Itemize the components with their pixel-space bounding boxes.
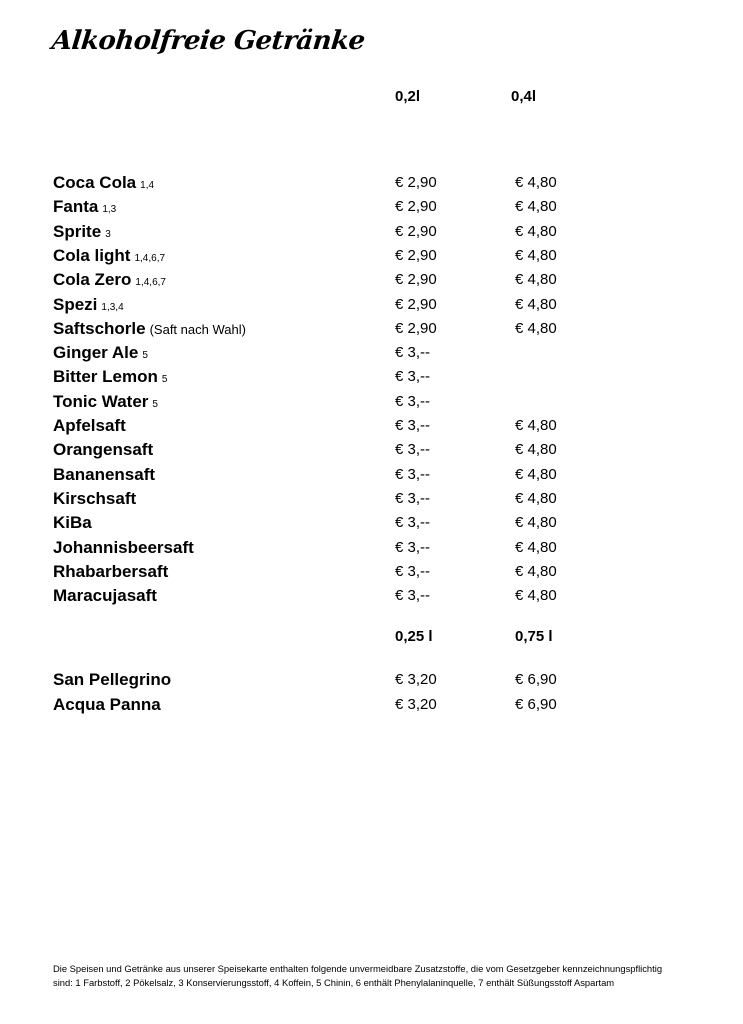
price-large: € 4,80 xyxy=(515,538,557,556)
price-small: € 3,-- xyxy=(395,587,431,605)
menu-item-row xyxy=(0,295,743,319)
price-small: € 3,-- xyxy=(395,489,431,507)
menu-item-row xyxy=(0,538,743,562)
item-name xyxy=(53,222,111,242)
item-name xyxy=(53,270,166,290)
item-additive-note: 1,3 xyxy=(102,204,117,216)
item-name xyxy=(53,343,148,363)
item-name-text: Ginger Ale xyxy=(53,343,139,363)
price-small: € 3,20 xyxy=(395,671,437,688)
price-small: € 2,90 xyxy=(395,222,437,240)
item-additive-note: 1,4,6,7 xyxy=(135,277,166,289)
size-header-3: 0,25 l xyxy=(395,628,433,645)
item-name-text: Coca Cola xyxy=(53,173,137,192)
price-small: € 3,-- xyxy=(395,465,431,483)
item-name xyxy=(53,416,126,436)
price-small: € 3,-- xyxy=(395,514,431,532)
item-name xyxy=(53,295,124,315)
price-large: € 4,80 xyxy=(515,295,557,313)
item-name-text: Rhabarbersaft xyxy=(53,561,169,581)
item-name-text: KiBa xyxy=(53,513,92,533)
price-small: € 3,-- xyxy=(395,441,431,459)
item-name-text: Cola light xyxy=(53,245,131,265)
menu-item-row xyxy=(0,246,743,270)
item-additive-note: 1,4 xyxy=(140,180,155,191)
price-small: € 2,90 xyxy=(395,246,437,264)
item-additive-note: 1,3,4 xyxy=(101,301,124,313)
item-additive-note: (Saft nach Wahl) xyxy=(149,321,246,337)
menu-item-row xyxy=(0,343,743,367)
price-small: € 3,20 xyxy=(395,695,437,713)
item-name-text: Orangensaft xyxy=(53,440,154,460)
item-name xyxy=(53,489,136,509)
item-name xyxy=(53,440,153,460)
item-name-text: Saftschorle xyxy=(53,318,146,338)
item-name xyxy=(53,562,168,582)
menu-item-row xyxy=(0,416,743,440)
item-name xyxy=(53,173,154,193)
menu-item-row xyxy=(0,392,743,416)
item-name xyxy=(53,319,246,339)
item-name xyxy=(53,695,161,715)
item-name-text: Sprite xyxy=(53,221,102,241)
price-large: € 4,80 xyxy=(515,319,557,337)
item-name-text: Bananensaft xyxy=(53,464,156,484)
price-large: € 4,80 xyxy=(515,271,557,289)
item-additive-note: 5 xyxy=(142,350,148,362)
menu-item-row xyxy=(0,197,743,221)
price-large: € 4,80 xyxy=(515,489,557,507)
price-large: € 4,80 xyxy=(515,417,557,434)
price-small: € 2,90 xyxy=(395,271,437,289)
price-small: € 3,-- xyxy=(395,562,431,580)
price-large: € 4,80 xyxy=(515,198,557,216)
menu-item-row xyxy=(0,465,743,489)
item-name-text: San Pellegrino xyxy=(53,670,172,689)
menu-item-row xyxy=(0,670,743,694)
menu-item-row xyxy=(0,440,743,464)
menu-item-row xyxy=(0,222,743,246)
item-name-text: Kirschsaft xyxy=(53,488,137,508)
item-name xyxy=(53,367,167,387)
price-small: € 2,90 xyxy=(395,198,437,216)
price-small: € 2,90 xyxy=(395,174,437,191)
item-additive-note: 5 xyxy=(152,398,158,410)
item-additive-note: 5 xyxy=(161,374,168,386)
menu-item-row xyxy=(0,367,743,391)
footnote-line-2: sind: 1 Farbstoff, 2 Pökelsalz, 3 Konservierungsstoff, 4 Koffein, 5 Chinin, 6 enthält Phenylalaninquelle, 7 enthält Süßungsstoff Aspartam xyxy=(53,977,615,988)
item-additive-note: 3 xyxy=(105,228,111,240)
item-name xyxy=(53,465,155,485)
menu-item-row xyxy=(0,513,743,537)
price-large: € 6,90 xyxy=(515,671,557,688)
size-header-2: 0,4l xyxy=(511,88,537,105)
price-large: € 4,80 xyxy=(515,465,557,483)
item-name-text: Tonic Water xyxy=(53,391,149,411)
price-small: € 2,90 xyxy=(395,319,437,337)
menu-item-row xyxy=(0,562,743,586)
item-name xyxy=(53,392,158,412)
price-large: € 4,80 xyxy=(515,222,557,240)
item-name-text: Acqua Panna xyxy=(53,694,161,714)
menu-item-row xyxy=(0,695,743,719)
page-title: Alkoholfreie Getränke xyxy=(50,26,367,56)
item-name xyxy=(53,197,116,217)
menu-item-row xyxy=(0,489,743,513)
price-large: € 4,80 xyxy=(515,562,557,580)
price-small: € 3,-- xyxy=(395,368,431,386)
footnote-line-1: Die Speisen und Getränke aus unserer Speisekarte enthalten folgende unvermeidbare Zusatzstoffe, die vom Gesetzgeber kennzeichnungspflichtig xyxy=(53,963,663,974)
item-name xyxy=(53,670,171,690)
price-small: € 3,-- xyxy=(395,538,431,556)
item-additive-note: 1,4,6,7 xyxy=(134,252,166,264)
size-header-4: 0,75 l xyxy=(515,628,553,645)
menu-item-row xyxy=(0,270,743,294)
price-large: € 4,80 xyxy=(515,514,557,532)
menu-item-row xyxy=(0,173,743,197)
price-small: € 3,-- xyxy=(395,344,431,362)
menu-item-row xyxy=(0,586,743,610)
price-large: € 4,80 xyxy=(515,246,557,264)
item-name xyxy=(53,513,92,533)
item-name-text: Bitter Lemon xyxy=(53,367,158,387)
price-small: € 2,90 xyxy=(395,295,437,313)
price-large: € 4,80 xyxy=(515,174,557,191)
item-name xyxy=(53,538,194,558)
item-name-text: Apfelsaft xyxy=(53,416,126,435)
item-name xyxy=(53,586,157,606)
price-large: € 6,90 xyxy=(515,695,557,713)
item-name xyxy=(53,246,165,266)
price-large: € 4,80 xyxy=(515,587,557,605)
price-small: € 3,-- xyxy=(395,392,431,410)
size-header-1: 0,2l xyxy=(395,88,421,105)
item-name-text: Spezi xyxy=(53,294,98,314)
price-small: € 3,-- xyxy=(395,417,431,434)
item-name-text: Johannisbeersaft xyxy=(53,537,194,557)
item-name-text: Fanta xyxy=(53,197,99,217)
menu-item-row xyxy=(0,319,743,343)
item-name-text: Cola Zero xyxy=(53,270,132,290)
item-name-text: Maracujasaft xyxy=(53,586,157,606)
additives-footnote xyxy=(53,962,733,990)
price-large: € 4,80 xyxy=(515,441,557,459)
